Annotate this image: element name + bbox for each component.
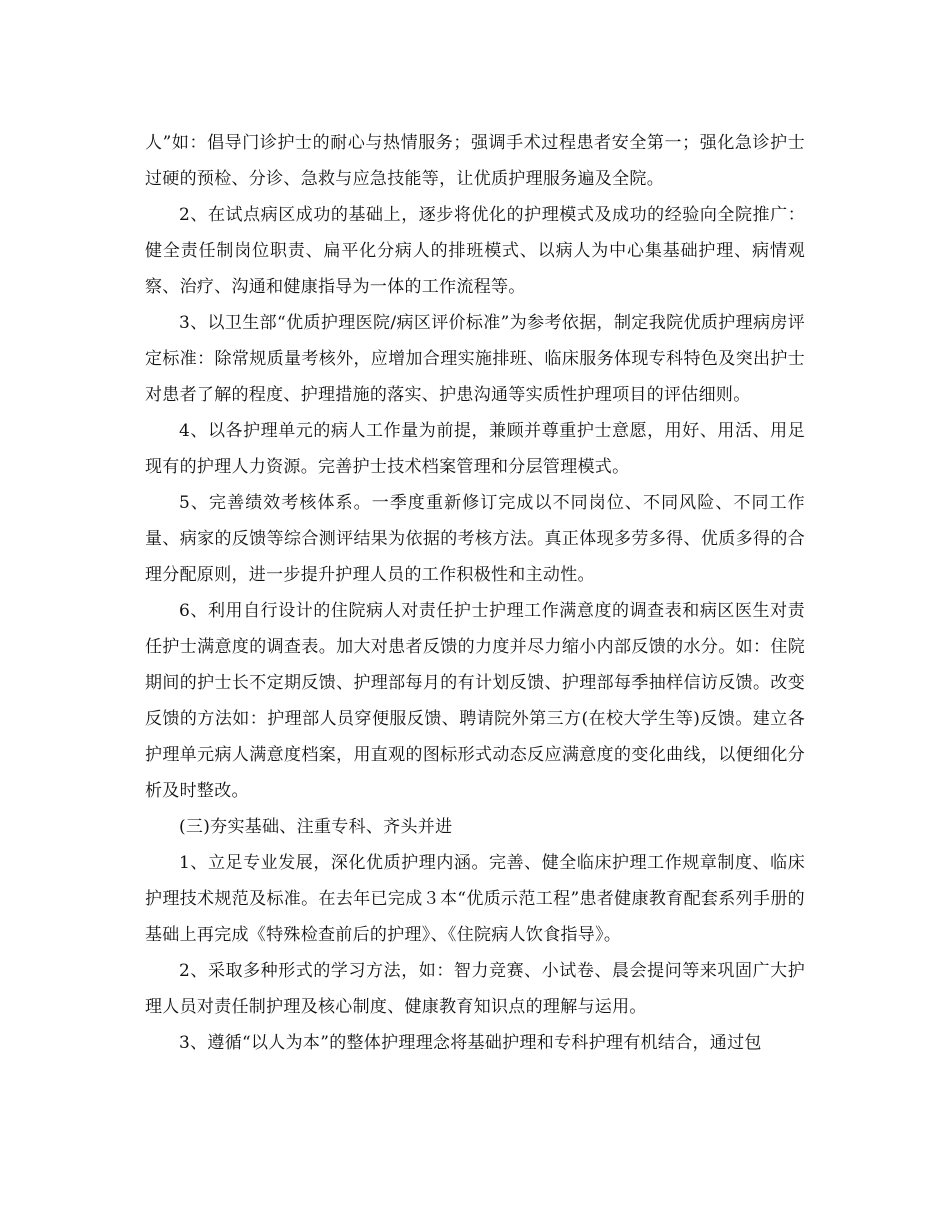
paragraph-item-3: 3、以卫生部“优质护理医院/病区评价标准”为参考依据，制定我院优质护理病房评定标准：除常规质量考核外，应增加合理实施排班、临床服务体现专科特色及突出护士对患者了解的程度、护理措施的落实、护患沟通等实质性护理项目的评估细则。 [145, 313, 805, 405]
paragraph-section3-item-3: 3、遵循“以人为本”的整体护理理念将基础护理和专科护理有机结合，通过包 [179, 1033, 762, 1053]
paragraph-section3-item-1: 1、立足专业发展，深化优质护理内涵。完善、健全临床护理工作规章制度、临床护理技术规范及标准。在去年已完成３本“优质示范工程”患者健康教育配套系列手册的基础上再完成《特殊检查前后的护理》、《住院病人饮食指导》。 [145, 853, 805, 945]
paragraph-item-5: 5、完善绩效考核体系。一季度重新修订完成以不同岗位、不同风险、不同工作量、病家的反馈等综合测评结果为依据的考核方法。真正体现多劳多得、优质多得的合理分配原则，进一步提升护理人员的工作积极性和主动性。 [145, 493, 805, 585]
paragraph-item-6: 6、利用自行设计的住院病人对责任护士护理工作满意度的调查表和病区医生对责任护士满意度的调查表。加大对患者反馈的力度并尽力缩小内部反馈的水分。如：住院期间的护士长不定期反馈、护理部每月的有计划反馈、护理部每季抽样信访反馈。改变反馈的方法如：护理部人员穿便服反馈、聘请院外第三方(在校大学生等)反馈。建立各护理单元病人满意度档案，用直观的图标形式动态反应满意度的变化曲线，以便细化分析及时整改。 [145, 601, 805, 801]
paragraph-continuation: 人”如：倡导门诊护士的耐心与热情服务；强调手术过程患者安全第一；强化急诊护士过硬的预检、分诊、急救与应急技能等，让优质护理服务遍及全院。 [145, 133, 805, 189]
section-heading: (三)夯实基础、注重专科、齐头并进 [179, 817, 453, 837]
paragraph-item-2: 2、在试点病区成功的基础上，逐步将优化的护理模式及成功的经验向全院推广：健全责任制岗位职责、扁平化分病人的排班模式、以病人为中心集基础护理、病情观察、治疗、沟通和健康指导为一体的工作流程等。 [145, 205, 805, 297]
paragraph-item-4: 4、以各护理单元的病人工作量为前提，兼顾并尊重护士意愿，用好、用活、用足现有的护理人力资源。完善护士技术档案管理和分层管理模式。 [145, 421, 805, 477]
paragraph-section3-item-2: 2、采取多种形式的学习方法，如：智力竞赛、小试卷、晨会提问等来巩固广大护理人员对责任制护理及核心制度、健康教育知识点的理解与运用。 [145, 961, 805, 1017]
document-body [145, 125, 805, 1061]
